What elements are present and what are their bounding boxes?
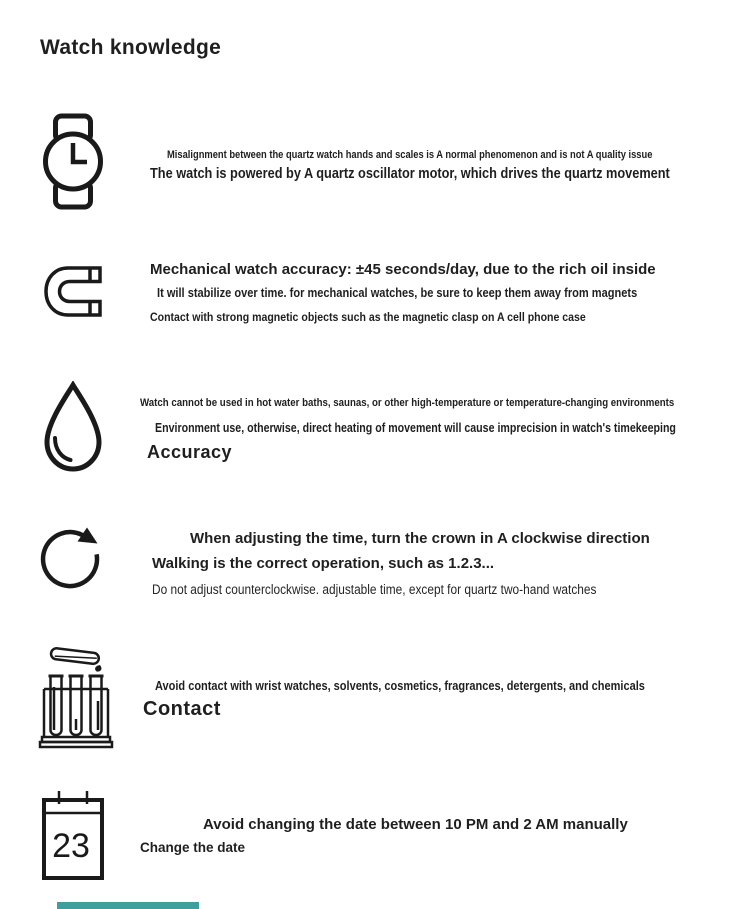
section-date-main: Avoid changing the date between 10 PM and 2 AM manually <box>203 816 628 833</box>
water-drop-icon <box>40 381 106 473</box>
section-contact-sub: Avoid contact with wrist watches, solvents, cosmetics, fragrances, detergents, and chemicals <box>155 679 645 693</box>
section-quartz-main: The watch is powered by A quartz oscillator motor, which drives the quartz movement <box>150 165 670 182</box>
calendar-day-number: 23 <box>52 827 90 865</box>
magnet-icon <box>42 263 104 320</box>
page-title: Watch knowledge <box>40 36 222 59</box>
section-magnet-sub: It will stabilize over time. for mechanical watches, be sure to keep them away from magnets <box>157 285 638 300</box>
section-magnet-main: Mechanical watch accuracy: ±45 seconds/day, due to the rich oil inside <box>150 261 656 278</box>
section-adjust-sub: Walking is the correct operation, such as 1.2.3... <box>152 555 495 572</box>
section-contact-heading: Contact <box>143 698 221 720</box>
test-tubes-icon <box>38 643 114 749</box>
clockwise-rotation-icon <box>40 517 104 597</box>
section-quartz-note: Misalignment between the quartz watch hands and scales is A normal phenomenon and is not A quality issue <box>167 149 653 161</box>
section-adjust-main: When adjusting the time, turn the crown in A clockwise direction <box>190 530 650 547</box>
calendar-icon <box>40 788 106 882</box>
section-temp-heading: Accuracy <box>147 442 233 462</box>
section-temp-note: Watch cannot be used in hot water baths, saunas, or other high-temperature or temperature-changing environments <box>140 397 675 409</box>
wristwatch-icon <box>40 113 106 210</box>
section-adjust-note: Do not adjust counterclockwise. adjustable time, except for quartz two-hand watches <box>152 582 597 597</box>
section-date-sub: Change the date <box>140 840 246 855</box>
section-temp-sub: Environment use, otherwise, direct heating of movement will cause imprecision in watch's timekeeping <box>155 421 676 435</box>
section-magnet-note: Contact with strong magnetic objects such as the magnetic clasp on A cell phone case <box>150 310 586 324</box>
bottom-accent-bar <box>57 902 199 909</box>
